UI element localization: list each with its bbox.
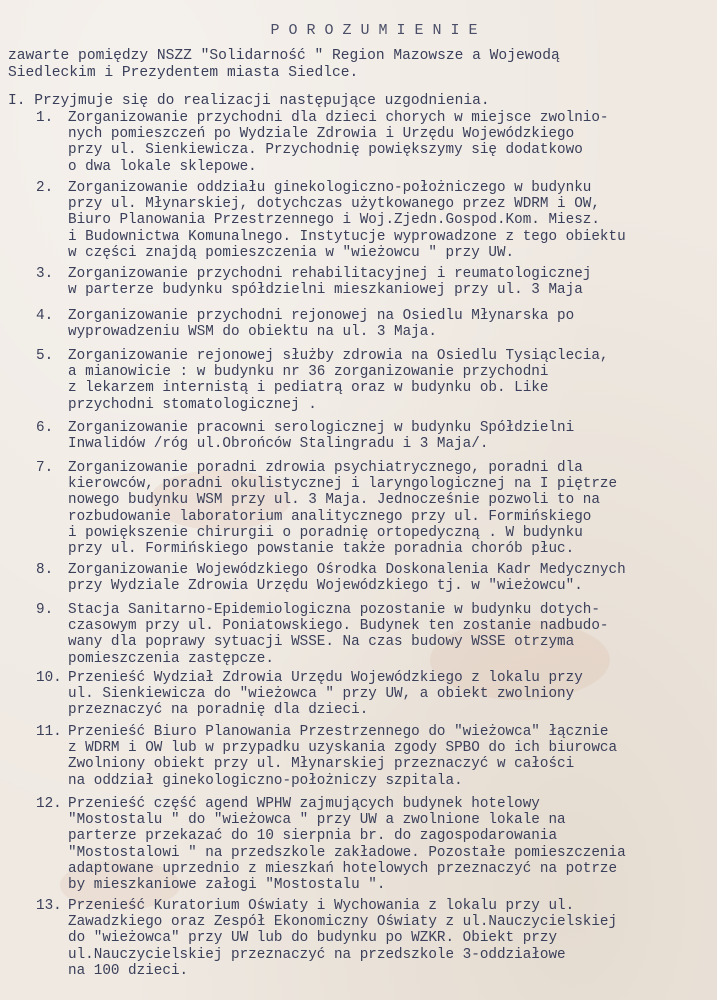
item-line: Przenieść część agend WPHW zajmujących budynek hotelowy — [68, 796, 540, 812]
item-number: 6. — [36, 420, 54, 436]
item-line: na 100 dzieci. — [68, 962, 189, 979]
item-text — [68, 562, 708, 594]
item-text — [68, 420, 708, 452]
item-text — [68, 348, 708, 413]
item-line: parterze przekazać do 10 sierpnia br. do zagospodarowania — [68, 828, 558, 845]
item-line: nowego budynku WSM przy ul. 3 Maja. Jednocześnie pozwoli to na — [68, 492, 600, 509]
item-line: do "wieżowca" przy UW lub do budynku po WZKR. Obiekt przy — [68, 930, 558, 947]
item-text — [68, 308, 708, 340]
item-line: Inwalidów /róg ul.Obrońców Stalingradu i 3 Maja/. — [68, 436, 489, 453]
item-line: by mieszkaniowe załogi "Mostostalu ". — [68, 877, 386, 894]
item-text — [68, 796, 708, 893]
main-point-heading: I. Przyjmuje się do realizacji następujące uzgodnienia. — [8, 93, 490, 109]
item-text — [68, 460, 708, 557]
item-line: przeznaczyć na poradnię dla dzieci. — [68, 702, 369, 719]
item-text — [68, 602, 708, 667]
item-text — [68, 670, 708, 719]
item-line: o dwa lokale sklepowe. — [68, 158, 257, 175]
item-line: i Budownictwa Komunalnego. Instytucje wyprowadzone z tego obiektu — [68, 228, 626, 245]
item-line: ul. Sienkiewicza do "wieżowca " przy UW, a obiekt zwolniony — [68, 686, 575, 703]
item-line: ul.Nauczycielskiej przeznaczyć na przedszkole 3-oddziałowe — [68, 946, 566, 963]
item-number: 3. — [36, 266, 54, 282]
item-line: w parterze budynku spółdzielni mieszkaniowej przy ul. 3 Maja — [68, 282, 583, 299]
item-line: Przenieść Biuro Planowania Przestrzennego do "wieżowca" łącznie — [68, 724, 609, 740]
item-line: nych pomieszczeń po Wydziale Zdrowia i Urzędu Wojewódzkiego — [68, 126, 575, 143]
item-line: rozbudowanie laboratorium analitycznego przy ul. Formińskiego — [68, 508, 592, 525]
item-line: Zorganizowanie oddziału ginekologiczno-położniczego w budynku — [68, 180, 592, 196]
item-number: 1. — [36, 110, 54, 126]
item-line: w części znajdą pomieszczenia w "wieżowcu " przy UW. — [68, 244, 515, 261]
item-line: Zorganizowanie poradni zdrowia psychiatrycznego, poradni dla — [68, 460, 583, 476]
item-line: adaptowane uprzednio z mieszkań hotelowych przeznaczyć na potrze — [68, 860, 618, 877]
item-number: 13. — [36, 898, 62, 914]
item-line: Zorganizowanie przychodni rehabilitacyjnej i reumatologicznej — [68, 266, 592, 282]
item-line: Zorganizowanie przychodni rejonowej na Osiedlu Młynarska po — [68, 308, 575, 324]
item-number: 5. — [36, 348, 54, 364]
item-line: "Mostostalowi " na przedszkole zakładowe. Pozostałe pomieszczenia — [68, 844, 626, 861]
item-line: Biuro Planowania Przestrzennego i Woj.Zjedn.Gospod.Kom. Miesz. — [68, 212, 600, 229]
item-line: Zwolniony obiekt przy ul. Młynarskiej przeznaczyć w całości — [68, 756, 575, 773]
item-number: 12. — [36, 796, 62, 812]
intro-line: Siedleckim i Prezydentem miasta Siedlce. — [8, 65, 359, 81]
item-text — [68, 180, 708, 261]
item-line: Stacja Sanitarno-Epidemiologiczna pozostanie w budynku dotych- — [68, 602, 600, 618]
item-line: przychodni stomatologicznej . — [68, 396, 317, 413]
item-line: przy ul. Sienkiewicza. Przychodnię powiększymy się dodatkowo — [68, 142, 583, 159]
item-line: Zorganizowanie Wojewódzkiego Ośrodka Doskonalenia Kadr Medycznych — [68, 562, 626, 578]
item-line: przy Wydziale Zdrowia Urzędu Wojewódzkiego tj. w "wieżowcu". — [68, 578, 583, 595]
document-title: POROZUMIENIE — [270, 22, 487, 39]
item-number: 2. — [36, 180, 54, 196]
intro-paragraph — [8, 48, 698, 82]
item-text — [68, 724, 708, 789]
item-line: pomieszczenia zastępcze. — [68, 650, 274, 667]
item-line: Zorganizowanie pracowni serologicznej w budynku Spółdzielni — [68, 420, 575, 436]
item-line: przy ul. Młynarskiej, dotychczas użytkowanego przez WDRM i OW, — [68, 196, 600, 213]
item-text — [68, 898, 708, 979]
item-line: wany dla poprawy sytuacji WSSE. Na czas budowy WSSE otrzyma — [68, 634, 575, 651]
item-line: Przenieść Kuratorium Oświaty i Wychowania z lokalu przy ul. — [68, 898, 575, 914]
item-line: a mianowicie : w budynku nr 36 zorganizowanie przychodni — [68, 364, 549, 381]
item-line: przy ul. Formińskiego powstanie także poradnia chorób płuc. — [68, 541, 575, 558]
item-number: 9. — [36, 602, 54, 618]
item-line: Zorganizowanie przychodni dla dzieci chorych w miejsce zwolnio- — [68, 110, 609, 126]
item-line: i powiększenie chirurgii o poradnię ortopedyczną . W budynku — [68, 524, 583, 541]
item-line: wyprowadzeniu WSM do obiektu na ul. 3 Maja. — [68, 324, 437, 341]
item-line: Przenieść Wydział Zdrowia Urzędu Wojewódzkiego z lokalu przy — [68, 670, 583, 686]
item-number: 4. — [36, 308, 54, 324]
item-line: na oddział ginekologiczno-położniczy szpitala. — [68, 772, 463, 789]
item-line: z WDRM i OW lub w przypadku uzyskania zgody SPBO do ich biurowca — [68, 740, 618, 757]
item-number: 11. — [36, 724, 62, 740]
item-number: 10. — [36, 670, 62, 686]
item-line: z lekarzem internistą i pediatrą oraz w budynku ob. Like — [68, 380, 549, 397]
item-line: Zawadzkiego oraz Zespół Ekonomiczny Oświaty z ul.Nauczycielskiej — [68, 914, 618, 931]
item-text — [68, 110, 708, 175]
item-line: kierowców, poradni okulistycznej i laryngologicznej na I piętrze — [68, 476, 618, 493]
item-line: "Mostostalu " do "wieżowca " przy UW a zwolnione lokale na — [68, 812, 566, 829]
item-number: 8. — [36, 562, 54, 578]
item-line: Zorganizowanie rejonowej służby zdrowia na Osiedlu Tysiąclecia, — [68, 348, 609, 364]
item-line: czasowym przy ul. Poniatowskiego. Budynek ten zostanie nadbudo- — [68, 618, 609, 635]
item-number: 7. — [36, 460, 54, 476]
item-text — [68, 266, 708, 298]
intro-line: zawarte pomiędzy NSZZ "Solidarność " Region Mazowsze a Wojewodą — [8, 48, 560, 64]
